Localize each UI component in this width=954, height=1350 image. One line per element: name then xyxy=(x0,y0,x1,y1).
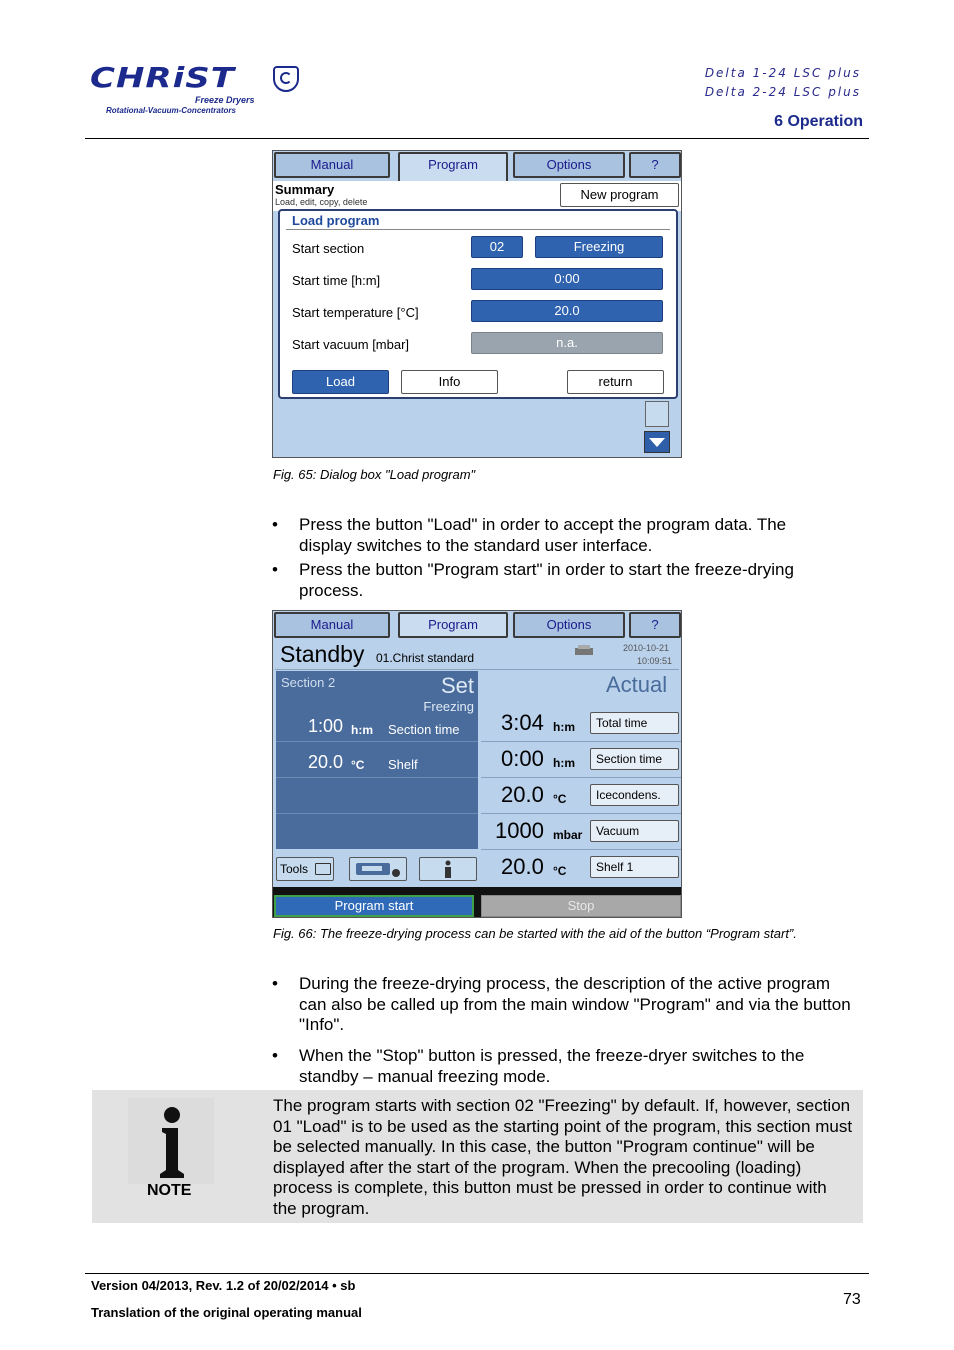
note-icon-bg xyxy=(128,1098,214,1184)
actual-icecondenser-unit: °C xyxy=(553,792,567,806)
scroll-down-button[interactable] xyxy=(644,431,670,453)
start-time-field[interactable]: 0:00 xyxy=(471,268,663,290)
set-shelf-unit: °C xyxy=(351,758,365,772)
arrow-down-icon xyxy=(645,432,669,452)
actual-section-time-value: 0:00 xyxy=(501,746,544,771)
actual-shelf-value: 20.0 xyxy=(501,854,544,879)
model-name-2: Delta 2-24 LSC plus xyxy=(704,85,861,99)
set-row-divider xyxy=(276,813,478,814)
bullet-text: Press the button "Load" in order to accept the program data. The display switches to the standard user interface. xyxy=(299,515,787,555)
set-heading: Set xyxy=(440,673,474,698)
load-button[interactable]: Load xyxy=(292,370,389,394)
stop-button[interactable]: Stop xyxy=(481,895,681,917)
new-program-button[interactable]: New program xyxy=(560,183,679,207)
return-button[interactable]: return xyxy=(567,370,664,394)
folder-icon xyxy=(315,863,331,875)
tab-options[interactable]: Options xyxy=(513,612,625,638)
set-phase: Freezing xyxy=(423,699,474,714)
bullet-marker: • xyxy=(272,974,278,993)
tab-manual[interactable]: Manual xyxy=(274,152,390,178)
actual-row-divider xyxy=(481,849,681,850)
section-time-label: Section time xyxy=(590,748,679,770)
set-row-divider xyxy=(276,741,478,742)
dialog-divider xyxy=(286,229,670,230)
start-vacuum-field: n.a. xyxy=(471,332,663,354)
set-panel xyxy=(276,671,478,849)
actual-row-divider xyxy=(481,777,681,778)
note-label: NOTE xyxy=(147,1182,192,1199)
christ-seal-icon xyxy=(273,66,299,92)
info-button[interactable] xyxy=(419,857,477,881)
fig66-caption: Fig. 66: The freeze-drying process can be started with the aid of the button “Program start”. xyxy=(273,926,797,941)
footer-translation: Translation of the original operating manual xyxy=(91,1305,362,1320)
logo-subtitle-1: Freeze Dryers xyxy=(195,95,255,105)
start-vacuum-label: Start vacuum [mbar] xyxy=(292,337,410,352)
bullet-text: Press the button "Program start" in order to start the freeze-drying process. xyxy=(299,560,794,600)
bullet-marker: • xyxy=(272,1046,278,1065)
time-display: 10:09:51 xyxy=(637,656,673,666)
total-time-label: Total time xyxy=(590,712,679,734)
cassette-icon xyxy=(350,858,406,880)
status-divider xyxy=(275,669,679,670)
section-label: Section 2 xyxy=(281,675,336,690)
logo-subtitle-2: Rotational-Vacuum-Concentrators xyxy=(106,106,236,115)
actual-icecondenser-value: 20.0 xyxy=(501,782,544,807)
footer-version: Version 04/2013, Rev. 1.2 of 20/02/2014 • sb xyxy=(91,1278,356,1293)
start-time-label: Start time [h:m] xyxy=(292,273,381,288)
christ-logo: CHRiST xyxy=(90,62,235,94)
actual-row-divider xyxy=(481,741,681,742)
bullet-text: During the freeze-drying process, the description of the active program can also be called up from the main window "Program" and via the button "Info". xyxy=(299,974,851,1034)
bullet-text: When the "Stop" button is pressed, the freeze-dryer switches to the standby – manual freezing mode. xyxy=(299,1046,805,1086)
program-name: 01.Christ standard xyxy=(376,651,475,665)
actual-shelf-unit: °C xyxy=(553,864,567,878)
footer-divider xyxy=(85,1273,869,1274)
bullet-marker: • xyxy=(272,560,278,579)
program-start-button[interactable]: Program start xyxy=(274,895,474,917)
printer-icon xyxy=(573,644,595,656)
fig65-caption: Fig. 65: Dialog box "Load program" xyxy=(273,467,476,482)
set-row-divider xyxy=(276,777,478,778)
set-section-time-value: 1:00 xyxy=(308,716,344,736)
start-section-label: Start section xyxy=(292,241,365,256)
actual-vacuum-unit: mbar xyxy=(553,828,583,842)
icecondenser-label: Icecondens. xyxy=(590,784,679,806)
dialog-title: Load program xyxy=(292,213,380,228)
page-number: 73 xyxy=(843,1291,861,1308)
start-section-field[interactable]: 02 xyxy=(471,236,523,258)
summary-subtitle: Load, edit, copy, delete xyxy=(275,197,368,207)
scrollbar-track[interactable] xyxy=(645,401,669,427)
load-program-screen xyxy=(272,150,682,458)
cassette-button[interactable] xyxy=(349,857,407,881)
note-box xyxy=(92,1090,863,1223)
actual-total-time-value: 3:04 xyxy=(501,710,544,735)
load-program-dialog xyxy=(278,209,678,399)
info-icon xyxy=(420,858,476,880)
tab-program[interactable]: Program xyxy=(398,612,508,638)
actual-vacuum-value: 1000 xyxy=(495,818,544,843)
tab-help[interactable]: ? xyxy=(629,612,681,638)
model-name-1: Delta 1-24 LSC plus xyxy=(704,66,861,80)
tools-label: Tools xyxy=(280,862,309,876)
note-text: The program starts with section 02 "Freezing" by default. If, however, section 01 "Load" is to be used as the starting point of the program, this section must be selected manually. In this case, the button "Program continue" will be displayed after the start of the program. When the precooling (loading) process is complete, this button must be pressed in order to continue with the program. xyxy=(273,1096,853,1218)
tab-options[interactable]: Options xyxy=(513,152,625,178)
actual-section-time-unit: h:m xyxy=(553,756,575,770)
start-temperature-label: Start temperature [°C] xyxy=(292,305,419,320)
summary-title: Summary xyxy=(275,182,335,197)
info-i-icon xyxy=(128,1098,214,1184)
actual-row-divider xyxy=(481,813,681,814)
standby-screen xyxy=(272,610,682,918)
date-display: 2010-10-21 xyxy=(623,643,670,653)
status-title: Standby xyxy=(280,641,365,667)
vacuum-label: Vacuum xyxy=(590,820,679,842)
set-section-time-label: Section time xyxy=(388,722,460,737)
tools-button[interactable] xyxy=(276,857,334,881)
actual-total-time-unit: h:m xyxy=(553,720,575,734)
info-button[interactable]: Info xyxy=(401,370,498,394)
tab-manual[interactable]: Manual xyxy=(274,612,390,638)
bullet-marker: • xyxy=(272,515,278,534)
start-temperature-field[interactable]: 20.0 xyxy=(471,300,663,322)
chapter-title: 6 Operation xyxy=(774,113,863,130)
shelf-label: Shelf 1 xyxy=(590,856,679,878)
header-divider xyxy=(85,138,869,139)
set-shelf-value: 20.0 xyxy=(308,752,344,772)
tab-help[interactable]: ? xyxy=(629,152,681,178)
set-shelf-label: Shelf xyxy=(388,757,418,772)
tab-program[interactable]: Program xyxy=(398,152,508,182)
actual-heading: Actual xyxy=(606,672,668,697)
start-section-phase-field[interactable]: Freezing xyxy=(535,236,663,258)
set-section-time-unit: h:m xyxy=(351,723,373,737)
